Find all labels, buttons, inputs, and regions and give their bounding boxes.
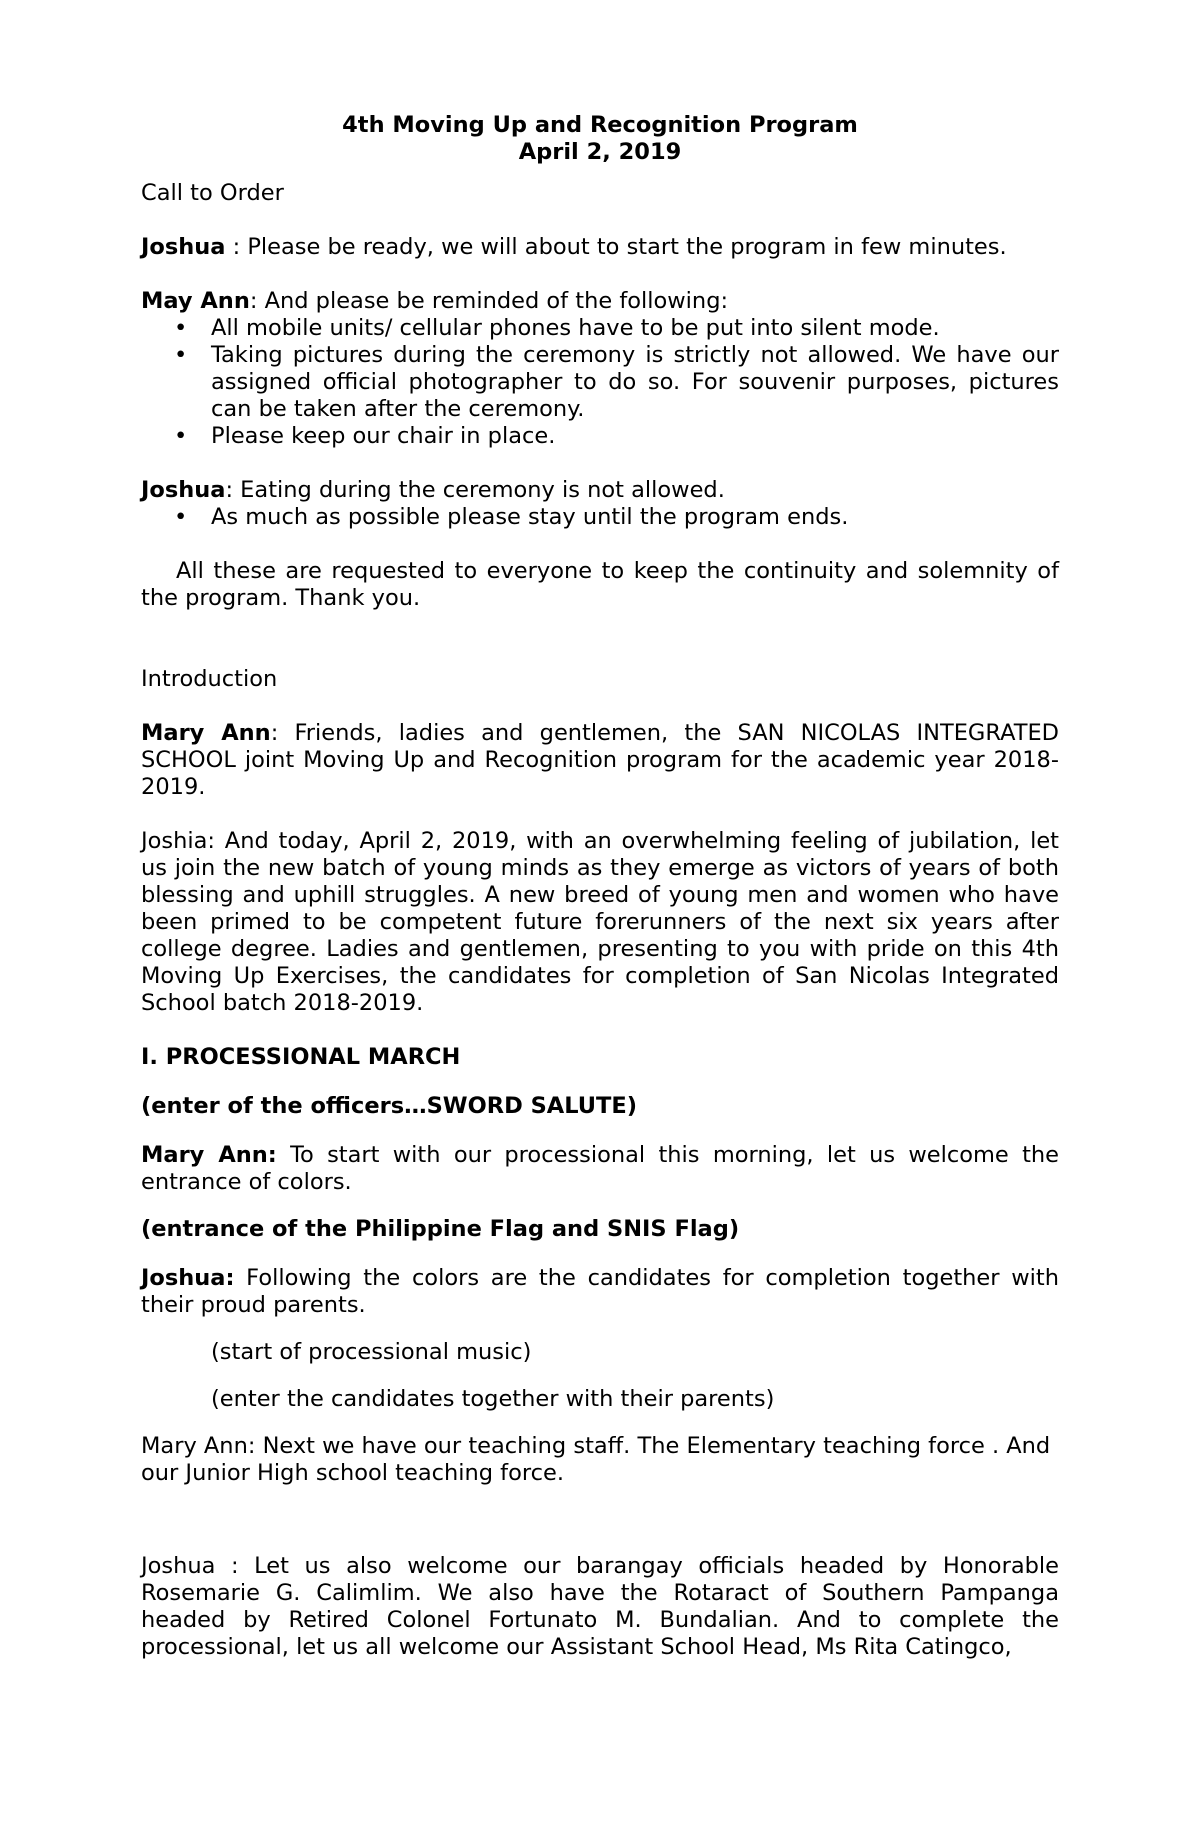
speaker-name: Joshua: [141, 1265, 235, 1291]
paragraph-joshua-3 [141, 1265, 1059, 1319]
paragraph-joshua-4: Joshua : Let us also welcome our barangay officials headed by Honorable Rosemarie G. Calimlim. We also have the Rotaract of Southern Pampanga headed by Retired Colonel Fortunato M. Bundalian. And to complete the processional, let us all welcome our Assistant School Head, Ms Rita Catingco, [141, 1553, 1059, 1660]
speech-text: To start with our processional this morning, let us welcome the entrance of colors. [141, 1142, 1060, 1195]
section-introduction: Introduction [141, 666, 278, 692]
speech-text: : Please be ready, we will about to start the program in few minutes. [225, 234, 1007, 260]
bullet-icon: • [174, 315, 188, 341]
bullet-icon: • [174, 342, 188, 368]
paragraph-joshia-1: Joshia: And today, April 2, 2019, with an overwhelming feeling of jubilation, let us join the new batch of young minds as they emerge as victors of years of both blessing and uphill struggles. A new breed of young men and women who have been primed to be competent future forerunners of the next six years after college degree. Ladies and gentlemen, presenting to you with pride on this 4th Moving Up Exercises, the candidates for completion of San Nicolas Integrated School batch 2018-2019. [141, 828, 1059, 1016]
speaker-name: Mary Ann [141, 720, 271, 746]
stage-note-candidates: (enter the candidates together with their parents) [211, 1386, 775, 1412]
paragraph-joshua-2 [141, 477, 1059, 504]
speech-text: Following the colors are the candidates for completion together with their proud parents. [141, 1265, 1059, 1318]
speaker-name: Joshua [141, 234, 226, 260]
list-item: • All mobile units/ cellular phones have to be put into silent mode. [174, 315, 940, 341]
paragraph-closing-request: All these are requested to everyone to keep the continuity and solemnity of the program. Thank you. [141, 558, 1059, 611]
document-title: 4th Moving Up and Recognition Program [342, 112, 858, 138]
paragraph-joshua-1 [141, 234, 1059, 261]
speech-text: : Eating during the ceremony is not allowed. [225, 477, 725, 503]
stage-note-music: (start of processional music) [211, 1339, 532, 1365]
list-item: • Please keep our chair in place. [174, 423, 556, 449]
bullet-icon: • [174, 504, 188, 530]
speaker-name: Mary Ann: [141, 1142, 277, 1168]
speech-text: : Friends, ladies and gentlemen, the SAN NICOLAS INTEGRATED SCHOOL joint Moving Up and Recognition program for the academic year 2018-2019. [141, 720, 1059, 800]
section-call-to-order: Call to Order [141, 180, 284, 206]
section-processional-march: I. PROCESSIONAL MARCH [141, 1044, 461, 1070]
document-date: April 2, 2019 [518, 139, 682, 165]
speaker-name: Joshua [141, 477, 226, 503]
list-item: • As much as possible please stay until the program ends. [174, 504, 849, 530]
paragraph-may-ann-1 [141, 288, 1059, 315]
document-body [141, 112, 1059, 1661]
paragraph-mary-ann-2 [141, 1142, 1059, 1196]
speech-text: : And please be reminded of the following: [249, 288, 729, 314]
list-item: • Taking pictures during the ceremony is strictly not allowed. We have our assigned official photographer to do so. For souvenir purposes, pictures can be taken after the ceremony. [174, 342, 1059, 422]
speaker-name: May Ann [141, 288, 250, 314]
reminder-list-2 [141, 504, 1059, 531]
bullet-icon: • [174, 423, 188, 449]
reminder-list [141, 315, 1059, 450]
stage-note-colors: (entrance of the Philippine Flag and SNIS Flag) [141, 1216, 740, 1242]
paragraph-mary-ann-1 [141, 720, 1059, 801]
paragraph-mary-ann-3: Mary Ann: Next we have our teaching staff. The Elementary teaching force . And our Junior High school teaching force. [141, 1433, 1051, 1486]
stage-note-officers: (enter of the officers…SWORD SALUTE) [141, 1093, 637, 1119]
